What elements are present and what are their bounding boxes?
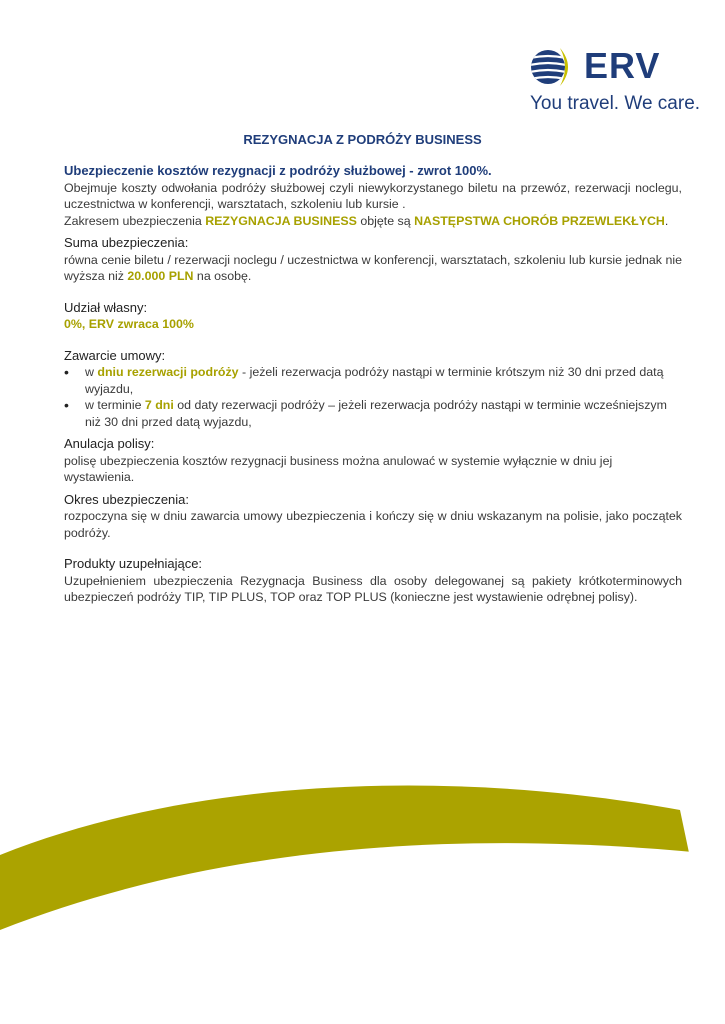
page-title: REZYGNACJA Z PODRÓŻY BUSINESS [243,132,482,147]
zawarcie-section [64,348,682,431]
produkty-heading: Produkty uzupełniające: [64,556,203,571]
brand-name: ERV [584,45,661,86]
scope-mid: objęte są [356,213,415,228]
udzial-heading: Udział własny: [64,299,148,315]
produkty-section [64,556,682,606]
scope-highlight-1: REZYGNACJA BUSINESS [205,213,357,228]
okres-section [64,492,682,542]
suma-text [64,252,682,285]
list-item: • w dniu rezerwacji podróży - jeżeli rezerwacja podróży nastąpi w terminie krótszym niż 30 dni przed datą wyjazdu, [64,364,682,397]
globe-icon [530,44,576,90]
produkty-text: Uzupełnieniem ubezpieczenia Rezygnacja Business dla osoby delegowanej są pakiety krótkoterminowych ubezpieczeń podróży TIP, TIP PLUS, TOP oraz TOP PLUS (konieczne jest wystawienie odrębnej polisy). [64,573,682,604]
scope-suffix: . [664,213,669,228]
intro-text: Obejmuje koszty odwołania podróży służbowej czyli niewykorzystanego biletu na przewóz, rezerwacji noclegu, uczestnictwa w konferencji, warsztatach, szkoleniu lub kursie . [64,180,682,211]
item1-highlight: dniu rezerwacji podróży [97,365,239,379]
scope-line [64,213,682,230]
udzial-value: 0%, ERV zwraca 100% [64,317,194,331]
anulacja-heading: Anulacja polisy: [64,436,155,451]
suma-amount: 20.000 PLN [127,269,194,283]
udzial-section [64,300,682,333]
zawarcie-heading: Zawarcie umowy: [64,347,166,363]
tagline: You travel. We care. [530,93,701,114]
intro-heading: Ubezpieczenie kosztów rezygnacji z podróży służbowej - zwrot 100%. [64,163,492,178]
anulacja-section [64,436,682,486]
okres-heading: Okres ubezpieczenia: [64,491,190,507]
suma-section [64,235,682,285]
document-body [64,163,682,606]
decorative-wave [0,780,725,1024]
list-item: • w terminie 7 dni od daty rezerwacji podróży – jeżeli rezerwacja podróży nastąpi w terminie wcześniejszym niż 30 dni przed datą wyjazdu, [64,397,682,430]
intro-section [64,163,682,229]
item2-highlight: 7 dni [144,398,174,412]
scope-prefix: Zakresem ubezpieczenia [64,213,206,228]
suma-heading: Suma ubezpieczenia: [64,235,189,250]
zawarcie-list [64,364,682,430]
scope-highlight-2: NASTĘPSTWA CHORÓB PRZEWLEKŁYCH [414,213,665,228]
suma-prefix: równa cenie biletu / rezerwacji noclegu / uczestnictwa w konferencji, warsztatach, szkoleniu lub kursie jednak nie wyższa niż [64,252,682,283]
suma-suffix: na osobę. [193,269,252,283]
erv-logo [530,40,701,120]
okres-text: rozpoczyna się w dniu zawarcia umowy ubezpieczenia i kończy się w dniu wskazanym na polisie, jako początek podróży. [64,509,682,540]
anulacja-text: polisę ubezpieczenia kosztów rezygnacji business można anulować w systemie wyłącznie w dniu jej wystawienia. [64,453,613,484]
